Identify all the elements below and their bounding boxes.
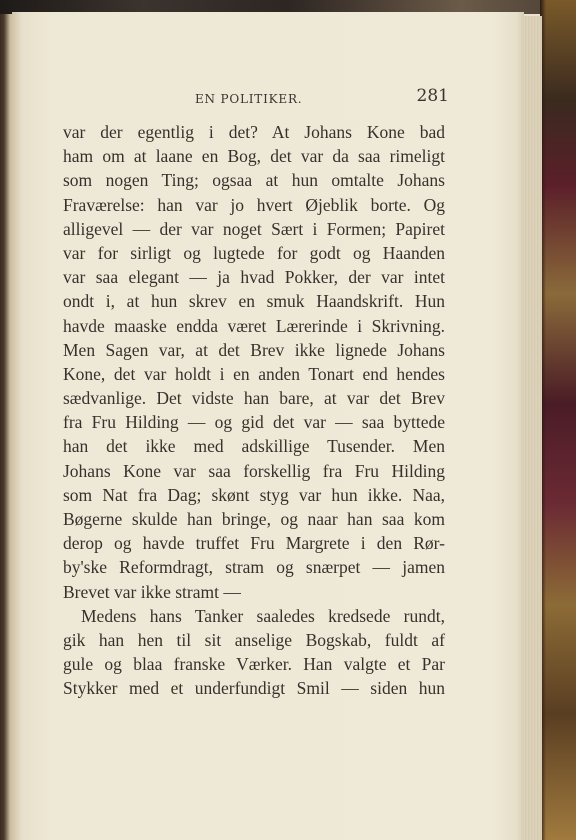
text-line: Kone, det var holdt i en anden Tonart end hendes	[63, 363, 445, 384]
text-line: Men Sagen var, at det Brev ikke lignede Johans	[63, 339, 445, 360]
text-line: som nogen Ting; ogsaa at hun omtalte Johans	[63, 170, 445, 191]
text-line: ondt i, at hun skrev en smuk Haandskrift. Hun	[63, 291, 445, 312]
text-line: var der egentlig i det? At Johans Kone bad	[63, 122, 445, 142]
text-line: Medens hans Tanker saaledes kredsede rundt,	[81, 605, 445, 626]
page-number: 281	[416, 86, 449, 106]
text-line: som Nat fra Dag; skønt styg var hun ikke. Naa,	[63, 484, 445, 505]
text-line: fra Fru Hilding — og gid det var — saa byttede	[63, 412, 445, 433]
text-line: han det ikke med adskillige Tusender. Men	[63, 436, 445, 457]
text-line: var saa elegant — ja hvad Pokker, der var intet	[63, 267, 445, 288]
text-line: Fraværelse: han var jo hvert Øjeblik borte. Og	[63, 194, 445, 215]
text-line: Brevet var ikke stramt —	[63, 581, 241, 602]
body-text	[63, 120, 445, 701]
text-line: gik han hen til sit anselige Bogskab, fuldt af	[63, 629, 445, 650]
text-line: by'ske Reformdragt, stram og snærpet — jamen	[63, 557, 445, 578]
text-line: ham om at laane en Bog, det var da saa rimeligt	[63, 146, 445, 167]
text-line: Bøgerne skulde han bringe, og naar han saa kom	[63, 509, 445, 529]
page-fore-edge	[522, 16, 542, 840]
page-header	[63, 86, 449, 110]
running-head: EN POLITIKER.	[195, 92, 303, 106]
text-line: alligevel — der var noget Sært i Formen; Papiret	[63, 218, 445, 239]
book-cover-edge	[540, 0, 576, 840]
text-line: Stykker med et underfundigt Smil — siden hun	[63, 678, 445, 699]
text-line: gule og blaa franske Værker. Han valgte et Par	[63, 654, 445, 675]
text-line: havde maaske endda været Lærerinde i Skrivning.	[63, 315, 445, 336]
text-line: derop og havde truffet Fru Margrete i den Rør-	[63, 533, 445, 554]
text-line: var for sirligt og lugtede for godt og Haanden	[63, 242, 445, 263]
text-line: Johans Kone var saa forskellig fra Fru Hilding	[63, 460, 445, 481]
text-line: sædvanlige. Det vidste han bare, at var det Brev	[63, 388, 445, 409]
